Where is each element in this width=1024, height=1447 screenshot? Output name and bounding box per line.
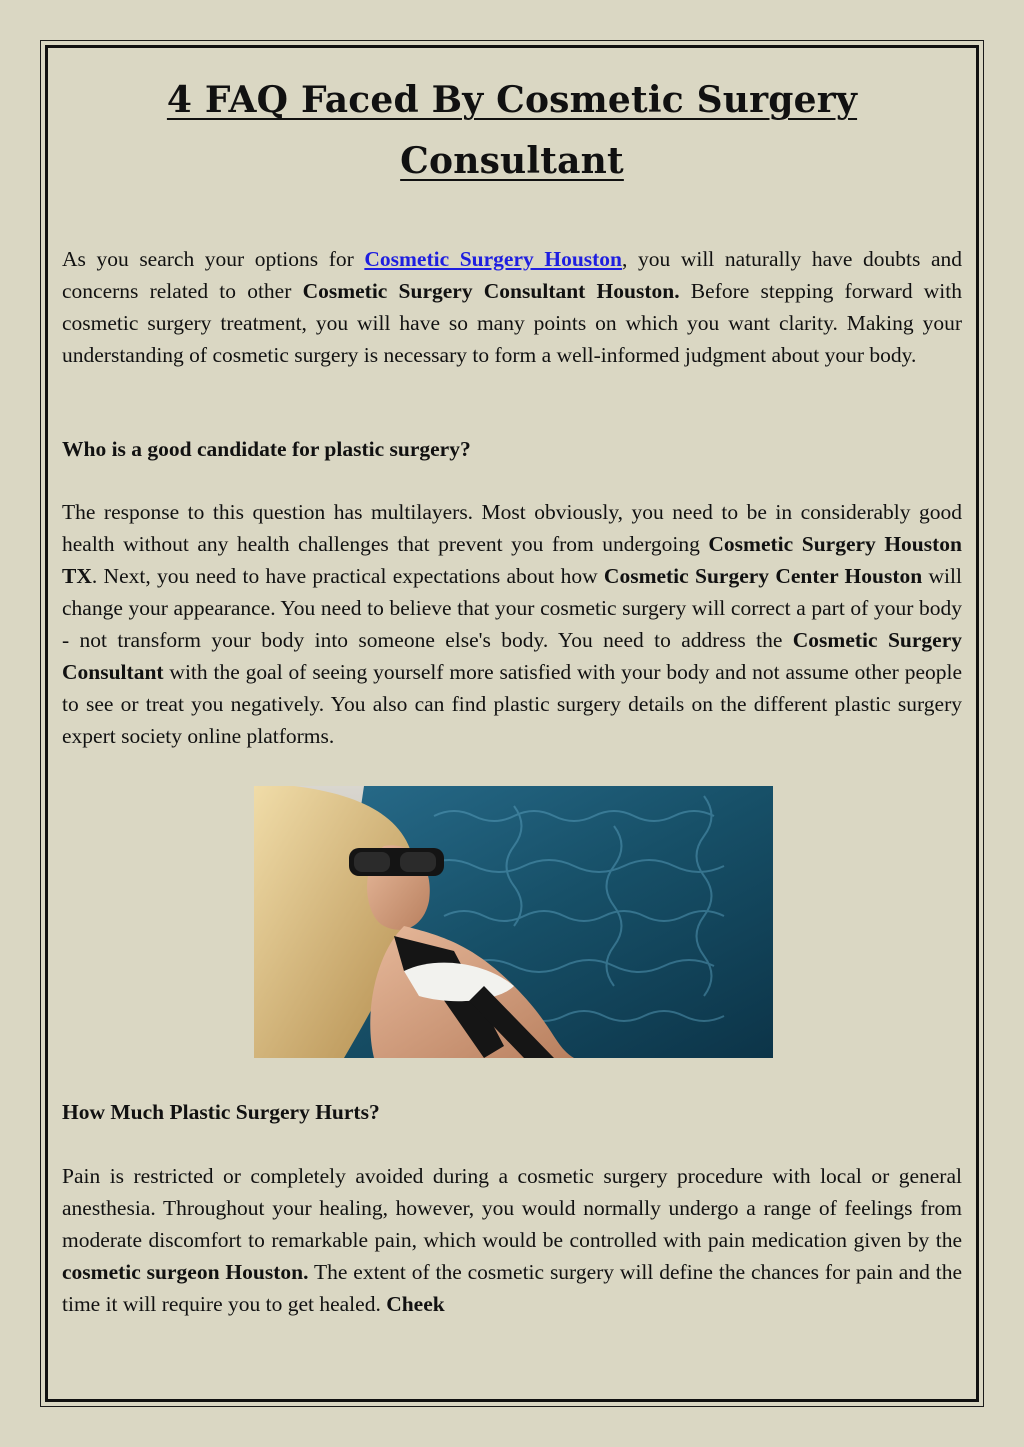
answer-1-bold-2: Cosmetic Surgery Center Houston — [603, 564, 923, 588]
answer-1-text-4: with the goal of seeing yourself more satisfied with your body and not assume other people to see or treat you negatively. You also can find plastic surgery details on the different plastic surgery expert society online platforms. — [62, 660, 962, 748]
answer-2-paragraph — [62, 1160, 962, 1320]
intro-text-1: As you search your options for — [62, 247, 365, 271]
answer-1-text-2: . Next, you need to have practical expectations about how — [91, 564, 604, 588]
answer-2-text-1: Pain is restricted or completely avoided during a cosmetic surgery procedure with local or general anesthesia. Throughout your healing, however, you would normally undergo a range of feelings from moderate discomfort to remarkable pain, which would be controlled with pain medication given by the — [62, 1164, 962, 1252]
question-2-heading: How Much Plastic Surgery Hurts? — [62, 1100, 380, 1124]
answer-1-bold-1: Cosmetic Surgery Houston TX — [62, 532, 962, 588]
question-1-heading: Who is a good candidate for plastic surgery? — [62, 437, 471, 461]
intro-text-3: Before stepping forward with cosmetic surgery treatment, you will have so many points on which you want clarity. Making your understanding of cosmetic surgery is necessary to form a well-informed judgment about your body. — [62, 279, 963, 367]
answer-1-text-1: The response to this question has multilayers. Most obviously, you need to be in considerably good health without any health challenges that prevent you from undergoing — [62, 500, 962, 556]
page-title: 4 FAQ Faced By Cosmetic Surgery Consultant — [166, 79, 858, 182]
answer-2-bold-2: Cheek — [386, 1292, 445, 1316]
answer-1-text-3: will change your appearance. You need to believe that your cosmetic surgery will correct a part of your body - not transform your body into someone else's body. You need to address the — [62, 564, 962, 652]
intro-bold-1: Cosmetic Surgery Consultant Houston. — [302, 279, 680, 303]
answer-2-text-2: The extent of the cosmetic surgery will define the chances for pain and the time it will require you to get healed. — [62, 1260, 962, 1316]
answer-1-bold-3: Cosmetic Surgery Consultant — [62, 628, 962, 684]
intro-text-2: , you will naturally have doubts and concerns related to other — [62, 247, 962, 303]
answer-1-paragraph — [62, 496, 962, 752]
poolside-woman-photo — [254, 786, 773, 1058]
cosmetic-surgery-houston-link[interactable]: Cosmetic Surgery Houston — [364, 247, 623, 271]
document-body — [62, 70, 962, 1320]
intro-paragraph — [62, 243, 962, 371]
photo-illustration — [254, 786, 773, 1058]
answer-2-bold-1: cosmetic surgeon Houston. — [62, 1260, 309, 1284]
